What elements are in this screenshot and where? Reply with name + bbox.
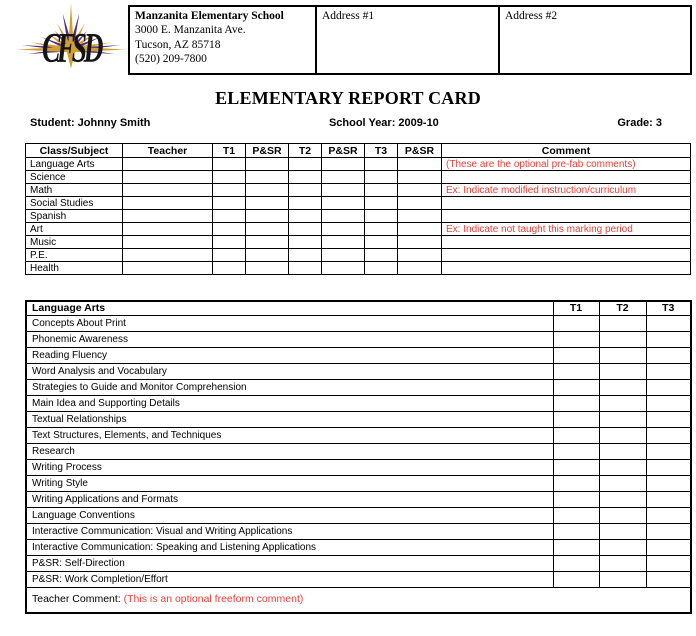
grade-cell: [213, 158, 246, 171]
term-grade-cell: [599, 491, 646, 507]
grade-cell: [322, 223, 365, 236]
col-psr-2: P&SR: [322, 144, 365, 158]
skill-label: Textual Relationships: [26, 411, 553, 427]
skill-row: [26, 315, 691, 331]
term-grade-cell: [646, 379, 691, 395]
grade-cell: [289, 210, 322, 223]
subject-row: [26, 197, 691, 210]
term-grade-cell: [646, 443, 691, 459]
school-info-cell: [129, 6, 316, 74]
grade-cell: [213, 262, 246, 275]
skill-row: [26, 555, 691, 571]
teacher-cell: [123, 223, 213, 236]
term-grade-cell: [599, 475, 646, 491]
grade-cell: [246, 184, 289, 197]
subject-cell: Art: [26, 223, 123, 236]
term-grade-cell: [553, 507, 599, 523]
la-col-t3: T3: [646, 301, 691, 315]
skill-row: [26, 571, 691, 587]
teacher-comment-cell: [26, 587, 691, 613]
term-grade-cell: [553, 491, 599, 507]
student-info-line: [30, 117, 662, 129]
grade-cell: [398, 158, 442, 171]
grade-cell: [322, 184, 365, 197]
page-title: ELEMENTARY REPORT CARD: [215, 88, 481, 108]
grade-cell: [213, 249, 246, 262]
teacher-comment-label: Teacher Comment:: [32, 593, 124, 605]
subject-cell: Language Arts: [26, 158, 123, 171]
grade-cell: [289, 184, 322, 197]
term-grade-cell: [646, 347, 691, 363]
la-table-title: Language Arts: [26, 301, 553, 315]
grade-cell: [365, 158, 398, 171]
skill-label: Concepts About Print: [26, 315, 553, 331]
teacher-cell: [123, 249, 213, 262]
school-address-line2: Tucson, AZ 85718: [135, 38, 221, 51]
grade-cell: [322, 249, 365, 262]
language-arts-table: [25, 300, 692, 614]
term-grade-cell: [553, 379, 599, 395]
grade-cell: [322, 197, 365, 210]
subject-cell: P.E.: [26, 249, 123, 262]
grade-cell: [246, 236, 289, 249]
grade-cell: [213, 171, 246, 184]
la-col-t1: T1: [553, 301, 599, 315]
grade-cell: [365, 184, 398, 197]
skill-row: [26, 459, 691, 475]
term-grade-cell: [599, 427, 646, 443]
comment-cell: Ex: Indicate not taught this marking period: [442, 223, 691, 236]
term-grade-cell: [646, 507, 691, 523]
district-logo: [12, 0, 130, 78]
teacher-cell: [123, 158, 213, 171]
skill-row: [26, 443, 691, 459]
term-grade-cell: [599, 523, 646, 539]
skill-row: [26, 475, 691, 491]
term-grade-cell: [646, 475, 691, 491]
term-grade-cell: [646, 555, 691, 571]
grade-cell: [289, 171, 322, 184]
grade-cell: [289, 158, 322, 171]
subject-row: [26, 210, 691, 223]
la-col-t2: T2: [599, 301, 646, 315]
teacher-cell: [123, 171, 213, 184]
grade-cell: [289, 262, 322, 275]
grade-cell: [322, 236, 365, 249]
grade-cell: [246, 210, 289, 223]
grade-cell: [322, 210, 365, 223]
col-comment: Comment: [442, 144, 691, 158]
comment-cell: [442, 197, 691, 210]
term-grade-cell: [553, 347, 599, 363]
grade-cell: [289, 223, 322, 236]
grade-cell: [365, 249, 398, 262]
student-name: Student: Johnny Smith: [30, 117, 151, 129]
term-grade-cell: [646, 315, 691, 331]
skill-row: [26, 539, 691, 555]
skill-label: Interactive Communication: Visual and Writing Applications: [26, 523, 553, 539]
term-grade-cell: [553, 571, 599, 587]
comment-cell: [442, 249, 691, 262]
term-grade-cell: [599, 379, 646, 395]
col-psr-3: P&SR: [398, 144, 442, 158]
skill-label: Writing Style: [26, 475, 553, 491]
skill-row: [26, 507, 691, 523]
skill-label: Language Conventions: [26, 507, 553, 523]
term-grade-cell: [646, 395, 691, 411]
col-teacher: Teacher: [123, 144, 213, 158]
subject-cell: Spanish: [26, 210, 123, 223]
skill-row: [26, 395, 691, 411]
school-name: Manzanita Elementary School: [135, 10, 284, 22]
header-address-table: [128, 5, 692, 75]
term-grade-cell: [599, 411, 646, 427]
skill-label: Text Structures, Elements, and Techniques: [26, 427, 553, 443]
skill-row: [26, 427, 691, 443]
skill-label: Interactive Communication: Speaking and Listening Applications: [26, 539, 553, 555]
subject-cell: Science: [26, 171, 123, 184]
grade-cell: [213, 223, 246, 236]
term-grade-cell: [553, 411, 599, 427]
skill-row: [26, 491, 691, 507]
term-grade-cell: [599, 315, 646, 331]
skill-label: P&SR: Work Completion/Effort: [26, 571, 553, 587]
skill-row: [26, 379, 691, 395]
grade-cell: [246, 262, 289, 275]
grade-cell: [322, 262, 365, 275]
grade-level: Grade: 3: [617, 117, 662, 129]
term-grade-cell: [646, 523, 691, 539]
term-grade-cell: [646, 571, 691, 587]
grade-cell: [365, 236, 398, 249]
term-grade-cell: [599, 395, 646, 411]
grade-cell: [213, 197, 246, 210]
subject-row: [26, 249, 691, 262]
subject-cell: Music: [26, 236, 123, 249]
term-grade-cell: [553, 459, 599, 475]
skill-label: Word Analysis and Vocabulary: [26, 363, 553, 379]
skill-label: Strategies to Guide and Monitor Comprehension: [26, 379, 553, 395]
term-grade-cell: [553, 555, 599, 571]
term-grade-cell: [553, 475, 599, 491]
term-grade-cell: [553, 539, 599, 555]
grade-cell: [365, 197, 398, 210]
subject-cell: Social Studies: [26, 197, 123, 210]
comment-cell: [442, 236, 691, 249]
col-t1: T1: [213, 144, 246, 158]
grade-cell: [289, 236, 322, 249]
grade-cell: [398, 249, 442, 262]
teacher-cell: [123, 197, 213, 210]
grade-cell: [246, 171, 289, 184]
term-grade-cell: [599, 363, 646, 379]
teacher-cell: [123, 184, 213, 197]
grade-cell: [398, 236, 442, 249]
skill-label: Writing Process: [26, 459, 553, 475]
term-grade-cell: [599, 459, 646, 475]
comment-cell: [442, 210, 691, 223]
grade-cell: [398, 171, 442, 184]
col-class-subject: Class/Subject: [26, 144, 123, 158]
subjects-table: [25, 143, 691, 275]
term-grade-cell: [599, 571, 646, 587]
comment-cell: [442, 171, 691, 184]
grade-cell: [289, 249, 322, 262]
term-grade-cell: [553, 443, 599, 459]
subject-cell: Health: [26, 262, 123, 275]
subject-row: [26, 158, 691, 171]
subjects-header-row: [26, 144, 691, 158]
school-year: School Year: 2009-10: [328, 117, 439, 129]
term-grade-cell: [553, 331, 599, 347]
term-grade-cell: [646, 491, 691, 507]
subject-cell: Math: [26, 184, 123, 197]
term-grade-cell: [599, 443, 646, 459]
skill-row: [26, 363, 691, 379]
skill-row: [26, 411, 691, 427]
grade-cell: [398, 184, 442, 197]
term-grade-cell: [599, 539, 646, 555]
grade-cell: [365, 171, 398, 184]
teacher-cell: [123, 210, 213, 223]
teacher-cell: [123, 262, 213, 275]
skill-label: Phonemic Awareness: [26, 331, 553, 347]
term-grade-cell: [553, 363, 599, 379]
teacher-cell: [123, 236, 213, 249]
comment-cell: Ex: Indicate modified instruction/curriculum: [442, 184, 691, 197]
skill-label: P&SR: Self-Direction: [26, 555, 553, 571]
term-grade-cell: [646, 363, 691, 379]
school-phone: (520) 209-7800: [135, 53, 207, 66]
grade-cell: [398, 197, 442, 210]
col-psr-1: P&SR: [246, 144, 289, 158]
grade-cell: [365, 223, 398, 236]
subject-row: [26, 184, 691, 197]
teacher-comment-text: (This is an optional freeform comment): [123, 593, 304, 605]
subject-row: [26, 171, 691, 184]
subject-row: [26, 262, 691, 275]
skill-label: Main Idea and Supporting Details: [26, 395, 553, 411]
comment-cell: [442, 262, 691, 275]
grade-cell: [289, 197, 322, 210]
term-grade-cell: [553, 523, 599, 539]
grade-cell: [365, 210, 398, 223]
term-grade-cell: [599, 507, 646, 523]
address1-cell: Address #1: [316, 6, 499, 74]
col-t3: T3: [365, 144, 398, 158]
term-grade-cell: [646, 459, 691, 475]
grade-cell: [213, 236, 246, 249]
term-grade-cell: [599, 555, 646, 571]
school-address-line1: 3000 E. Manzanita Ave.: [135, 24, 246, 37]
skill-row: [26, 523, 691, 539]
logo-monogram: CFSD: [42, 23, 100, 72]
term-grade-cell: [646, 411, 691, 427]
la-header-row: [26, 301, 691, 315]
grade-cell: [322, 158, 365, 171]
subject-row: [26, 223, 691, 236]
grade-cell: [398, 210, 442, 223]
term-grade-cell: [646, 427, 691, 443]
term-grade-cell: [553, 315, 599, 331]
address2-cell: Address #2: [499, 6, 691, 74]
col-t2: T2: [289, 144, 322, 158]
teacher-comment-row: [26, 587, 691, 613]
term-grade-cell: [553, 427, 599, 443]
skill-label: Writing Applications and Formats: [26, 491, 553, 507]
grade-cell: [246, 249, 289, 262]
grade-cell: [213, 210, 246, 223]
comment-cell: (These are the optional pre-fab comments): [442, 158, 691, 171]
grade-cell: [365, 262, 398, 275]
grade-cell: [246, 223, 289, 236]
grade-cell: [398, 223, 442, 236]
skill-label: Research: [26, 443, 553, 459]
term-grade-cell: [646, 539, 691, 555]
term-grade-cell: [553, 395, 599, 411]
grade-cell: [246, 197, 289, 210]
skill-row: [26, 331, 691, 347]
grade-cell: [213, 184, 246, 197]
term-grade-cell: [599, 347, 646, 363]
subject-row: [26, 236, 691, 249]
skill-row: [26, 347, 691, 363]
term-grade-cell: [646, 331, 691, 347]
term-grade-cell: [599, 331, 646, 347]
grade-cell: [322, 171, 365, 184]
grade-cell: [398, 262, 442, 275]
grade-cell: [246, 158, 289, 171]
skill-label: Reading Fluency: [26, 347, 553, 363]
